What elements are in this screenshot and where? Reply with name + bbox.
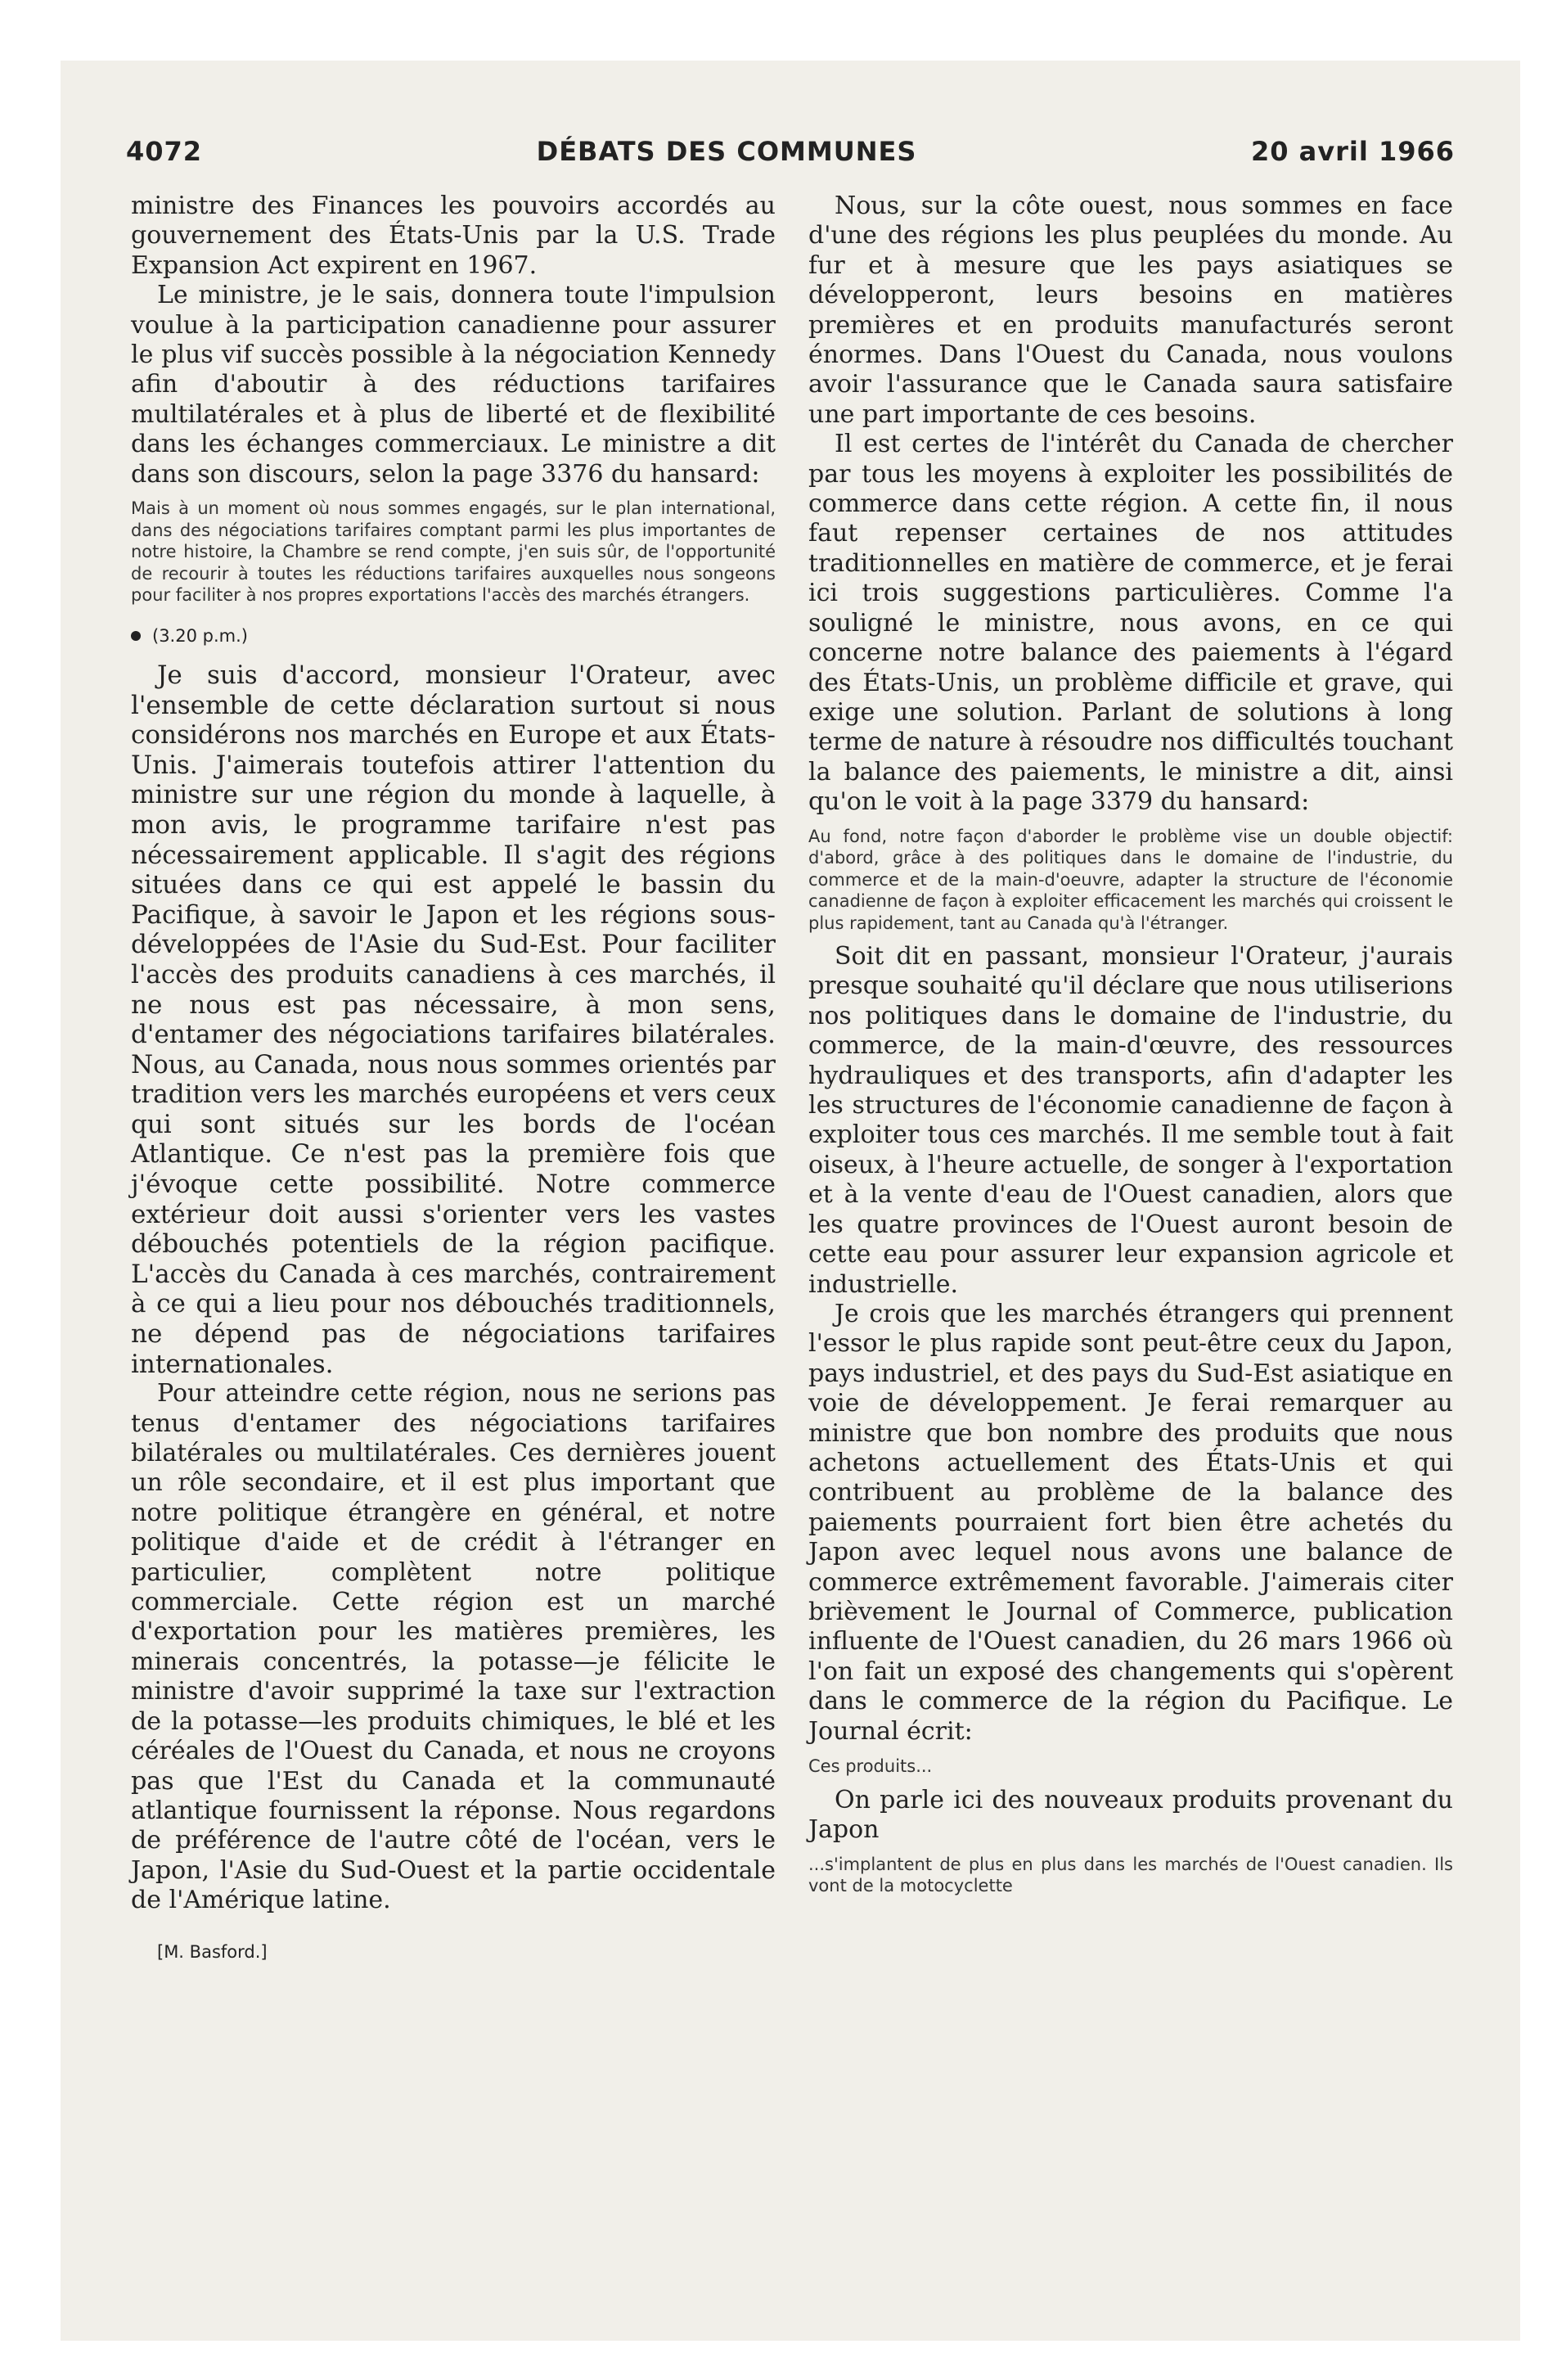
paragraph: ministre des Finances les pouvoirs accordés au gouvernement des États-Unis par la U.S. Trade Expansion Act expirent en 1967. xyxy=(131,192,776,280)
left-column xyxy=(131,192,776,1967)
paragraph: Le ministre, je le sais, donnera toute l'impulsion voulue à la participation canadienne pour assurer le plus vif succès possible à la négociation Kennedy afin d'aboutir à des réductions tarifaires multilatérales et à plus de liberté et de flexibilité dans les échanges commerciaux. Le ministre a dit dans son discours, selon la page 3376 du hansard: xyxy=(131,281,776,489)
quotation: ...s'implantent de plus en plus dans les marchés de l'Ouest canadien. Ils vont de la motocyclette xyxy=(808,1854,1453,1896)
paragraph: Nous, sur la côte ouest, nous sommes en face d'une des régions les plus peuplées du monde. Au fur et à mesure que les pays asiatiques se développeront, leurs besoins en matières premières et en produits manufacturés seront énormes. Dans l'Ouest du Canada, nous voulons avoir l'assurance que le Canada saura satisfaire une part importante de ces besoins. xyxy=(808,192,1453,429)
page-header xyxy=(126,131,1455,172)
quotation: Ces produits... xyxy=(808,1756,933,1776)
paragraph: Soit dit en passant, monsieur l'Orateur, j'aurais presque souhaité qu'il déclare que nous utiliserions nos politiques dans le domaine de l'industrie, du commerce, de la main-d'œuvre, des ressources hydrauliques et des transports, afin d'adapter les les structures de l'économie canadienne de façon à exploiter tous ces marchés. Il me semble tout à fait oiseux, à l'heure actuelle, de songer à l'exportation et à la vente d'eau de l'Ouest canadien, alors que les quatre provinces de l'Ouest auront besoin de cette eau pour assurer leur expansion agricole et industrielle. xyxy=(808,942,1453,1299)
paragraph: Pour atteindre cette région, nous ne serions pas tenus d'entamer des négociations tarifaires bilatérales ou multilatérales. Ces dernières jouent un rôle secondaire, et il est plus important que notre politique étrangère en général, et notre politique d'aide et de crédit à l'étranger en particulier, complètent notre politique commerciale. Cette région est un marché d'exportation pour les matières premières, les minerais concentrés, la potasse—je félicite le ministre d'avoir supprimé la taxe sur l'extraction de la potasse—les produits chimiques, le blé et les céréales de l'Ouest du Canada, et nous ne croyons pas que l'Est du Canada et la communauté atlantique fournissent la réponse. Nous regardons de préférence de l'autre côté de l'océan, vers le Japon, l'Asie du Sud-Ouest et la partie occidentale de l'Amérique latine. xyxy=(131,1379,776,1915)
document-page xyxy=(61,61,1520,2341)
journal-title: DÉBATS DES COMMUNES xyxy=(536,136,917,167)
timestamp xyxy=(131,621,776,651)
timestamp-text: (3.20 p.m.) xyxy=(152,625,248,646)
paragraph: Je crois que les marchés étrangers qui prennent l'essor le plus rapide sont peut-être ceux du Japon, pays industriel, et des pays du Sud-Est asiatique en voie de développement. Je ferai remarquer au ministre que bon nombre des produits que nous achetons actuellement des États-Unis et qui contribuent au problème de la balance des paiements pourraient fort bien être achetés du Japon avec lequel nous avons une balance de commerce extrêmement favorable. J'aimerais citer brièvement le Journal of Commerce, publication influente de l'Ouest canadien, du 26 mars 1966 où l'on fait un exposé des changements qui s'opèrent dans le commerce de la région du Pacifique. Le Journal écrit: xyxy=(808,1299,1453,1746)
paragraph: Il est certes de l'intérêt du Canada de chercher par tous les moyens à exploiter les possibilités de commerce dans cette région. A cette fin, il nous faut repenser certaines de nos attitudes traditionnelles en matière de commerce, et je ferai ici trois suggestions particulières. Comme l'a souligné le ministre, nous avons, en ce qui concerne notre balance des paiements à l'égard des États-Unis, un problème difficile et grave, qui exige une solution. Parlant de solutions à long terme de nature à résoudre nos difficultés touchant la balance des paiements, le ministre a dit, ainsi qu'on le voit à la page 3379 du hansard: xyxy=(808,430,1453,817)
paragraph: On parle ici des nouveaux produits provenant du Japon xyxy=(808,1786,1453,1845)
page-date: 20 avril 1966 xyxy=(1250,136,1455,167)
right-column xyxy=(808,192,1453,1905)
quotation: Mais à un moment où nous sommes engagés, sur le plan international, dans des négociations tarifaires comptant parmi les plus importantes de notre histoire, la Chambre se rend compte, j'en suis sûr, de l'opportunité de recourir à toutes les réductions tarifaires auxquelles nous songeons pour faciliter à nos propres exportations l'accès des marchés étrangers. xyxy=(131,498,776,606)
bullet-icon xyxy=(131,631,141,641)
paragraph: Je suis d'accord, monsieur l'Orateur, avec l'ensemble de cette déclaration surtout si nous considérons nos marchés en Europe et aux États-Unis. J'aimerais toutefois attirer l'attention du ministre sur une région du monde à laquelle, à mon avis, le programme tarifaire n'est pas nécessairement applicable. Il s'agit des régions situées dans ce qui est appelé le bassin du Pacifique, à savoir le Japon et les régions sous-développées de l'Asie du Sud-Est. Pour faciliter l'accès des produits canadiens à ces marchés, il ne nous est pas nécessaire, à mon sens, d'entamer des négociations tarifaires bilatérales. Nous, au Canada, nous nous sommes orientés par tradition vers les marchés européens et vers ceux qui sont situés sur les bords de l'océan Atlantique. Ce n'est pas la première fois que j'évoque cette possibilité. Notre commerce extérieur doit aussi s'orienter vers les vastes débouchés potentiels de la région pacifique. L'accès du Canada à ces marchés, contrairement à ce qui a lieu pour nos débouchés traditionnels, ne dépend pas de négociations tarifaires internationales. xyxy=(131,660,776,1379)
quotation: Au fond, notre façon d'aborder le problème vise un double objectif: d'abord, grâce à des politiques dans le domaine de l'industrie, du commerce et de la main-d'oeuvre, adapter la structure de l'économie canadienne de façon à exploiter efficacement les marchés qui croissent le plus rapidement, tant au Canada qu'à l'étranger. xyxy=(808,826,1453,933)
speaker-attribution: [M. Basford.] xyxy=(157,1941,268,1962)
page-number: 4072 xyxy=(126,136,203,167)
